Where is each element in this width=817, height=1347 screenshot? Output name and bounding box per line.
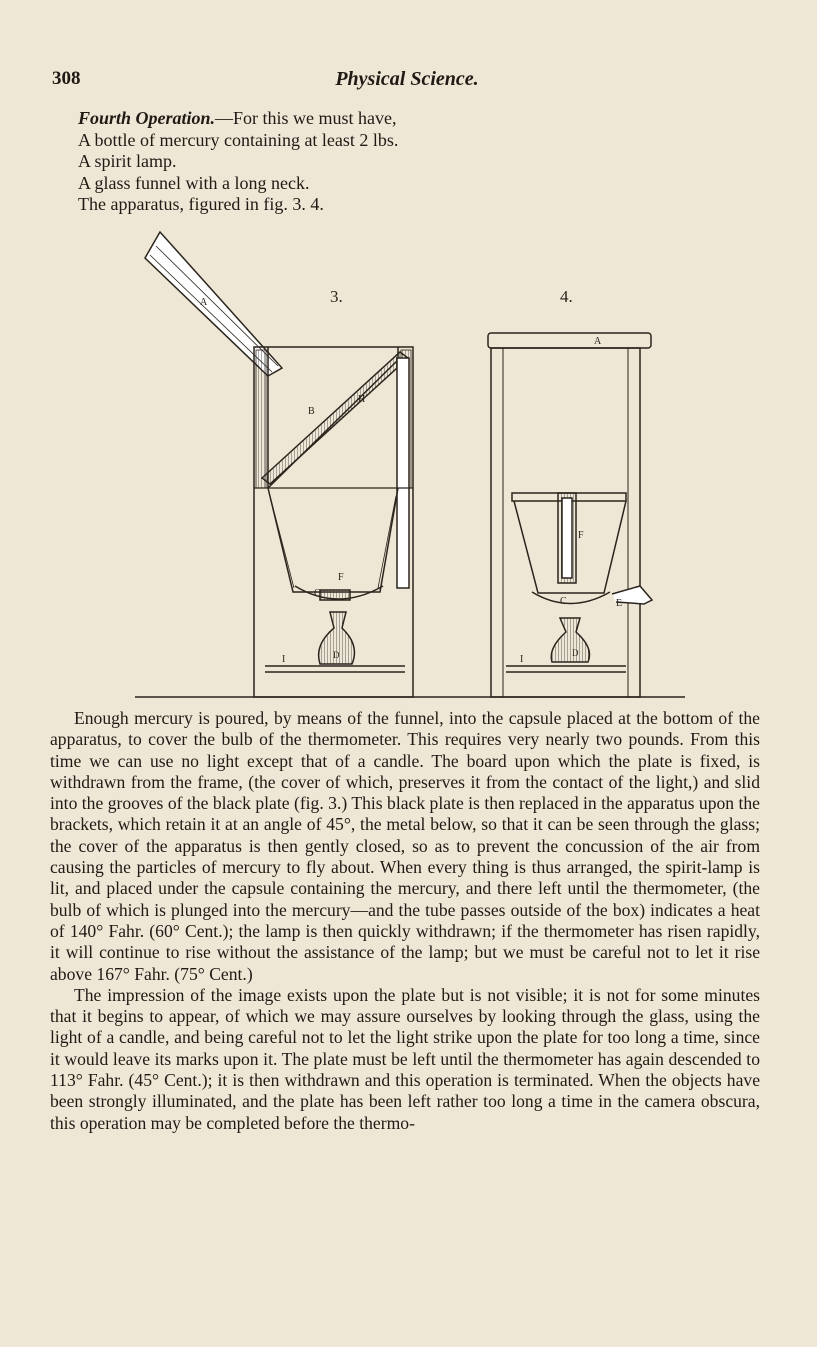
fig4-apparatus [488, 333, 652, 697]
fig4-lamp [551, 618, 589, 662]
operation-title: Fourth Operation. [78, 108, 216, 128]
label-c-fig4: C [560, 596, 567, 607]
thermometer [397, 358, 409, 588]
fig4-box-top [488, 333, 651, 348]
label-e: E [616, 598, 623, 609]
page-header [52, 68, 762, 94]
label-h: H [358, 394, 366, 405]
label-d-fig4: D [572, 648, 579, 658]
materials-item: A spirit lamp. [78, 151, 177, 171]
label-f-fig4: F [578, 530, 584, 541]
body-text [50, 708, 760, 1134]
apparatus-figure [125, 225, 695, 705]
label-a-fig4: A [594, 336, 602, 347]
label-i: I [282, 654, 286, 665]
label-b: B [308, 406, 315, 417]
operation-lead: —For this we must have, [215, 108, 397, 128]
page-number: 308 [52, 68, 81, 89]
label-d: D [333, 650, 340, 660]
label-f: F [338, 572, 344, 583]
fig3-apparatus [145, 232, 413, 697]
materials-item: A bottle of mercury containing at least 2 lbs. [78, 129, 399, 150]
fig4-label: 4. [560, 287, 573, 306]
operation-heading-line [78, 108, 398, 130]
materials-item: A glass funnel with a long neck. [78, 172, 310, 193]
paragraph: Enough mercury is poured, by means of the funnel, into the capsule placed at the bottom of the apparatus, to cover the bulb of the thermometer. This requires very nearly two pounds. From this time we can use no light except that of a candle. The board upon which the plate is fixed, is withdrawn from the frame, (the cover of which, preserves it from the contact of the light,) and slid into the grooves of the black plate (fig. 3.) This black plate is then replaced in the apparatus upon the brackets, which retain it at an angle of 45°, the metal below, so that it can be seen through the glass; the cover of the apparatus is then gently closed, so as to prevent the concussion of the air from causing the particles of mercury to fly about. When every thing is thus arranged, the spirit-lamp is lit, and placed under the capsule containing the mercury, and there left until the thermometer, (the bulb of which is plunged into the mercury—and the tube passes outside of the box) indicates a heat of 140° Fahr. (60° Cent.); the lamp is then quickly withdrawn; if the thermometer has risen rapidly, it will continue to rise without the assistance of the lamp; but we must be careful not to let it rise above 167° Fahr. (75° Cent.) [50, 708, 760, 984]
materials-list [78, 108, 398, 216]
materials-item: The apparatus, figured in fig. 3. 4. [78, 194, 324, 214]
running-title: Physical Science. [335, 68, 479, 90]
paragraph: The impression of the image exists upon the plate but is not visible; it is not for some minutes that it begins to appear, of which we may assure ourselves by looking through the glass, using the light of a candle, and being careful not to let the light strike upon the plate for too long a time, since it would leave its marks upon it. The plate must be left until the thermometer has again descended to 113° Fahr. (45° Cent.); it is then withdrawn and this operation is terminated. When the objects have been strongly illuminated, and the plate has been left rather too long a time in the camera obscura, this operation may be completed before the thermo- [50, 984, 760, 1133]
fig3-label: 3. [330, 287, 343, 306]
label-i-fig4: I [520, 654, 524, 665]
label-a: A [200, 297, 208, 308]
label-c: C [314, 588, 321, 599]
